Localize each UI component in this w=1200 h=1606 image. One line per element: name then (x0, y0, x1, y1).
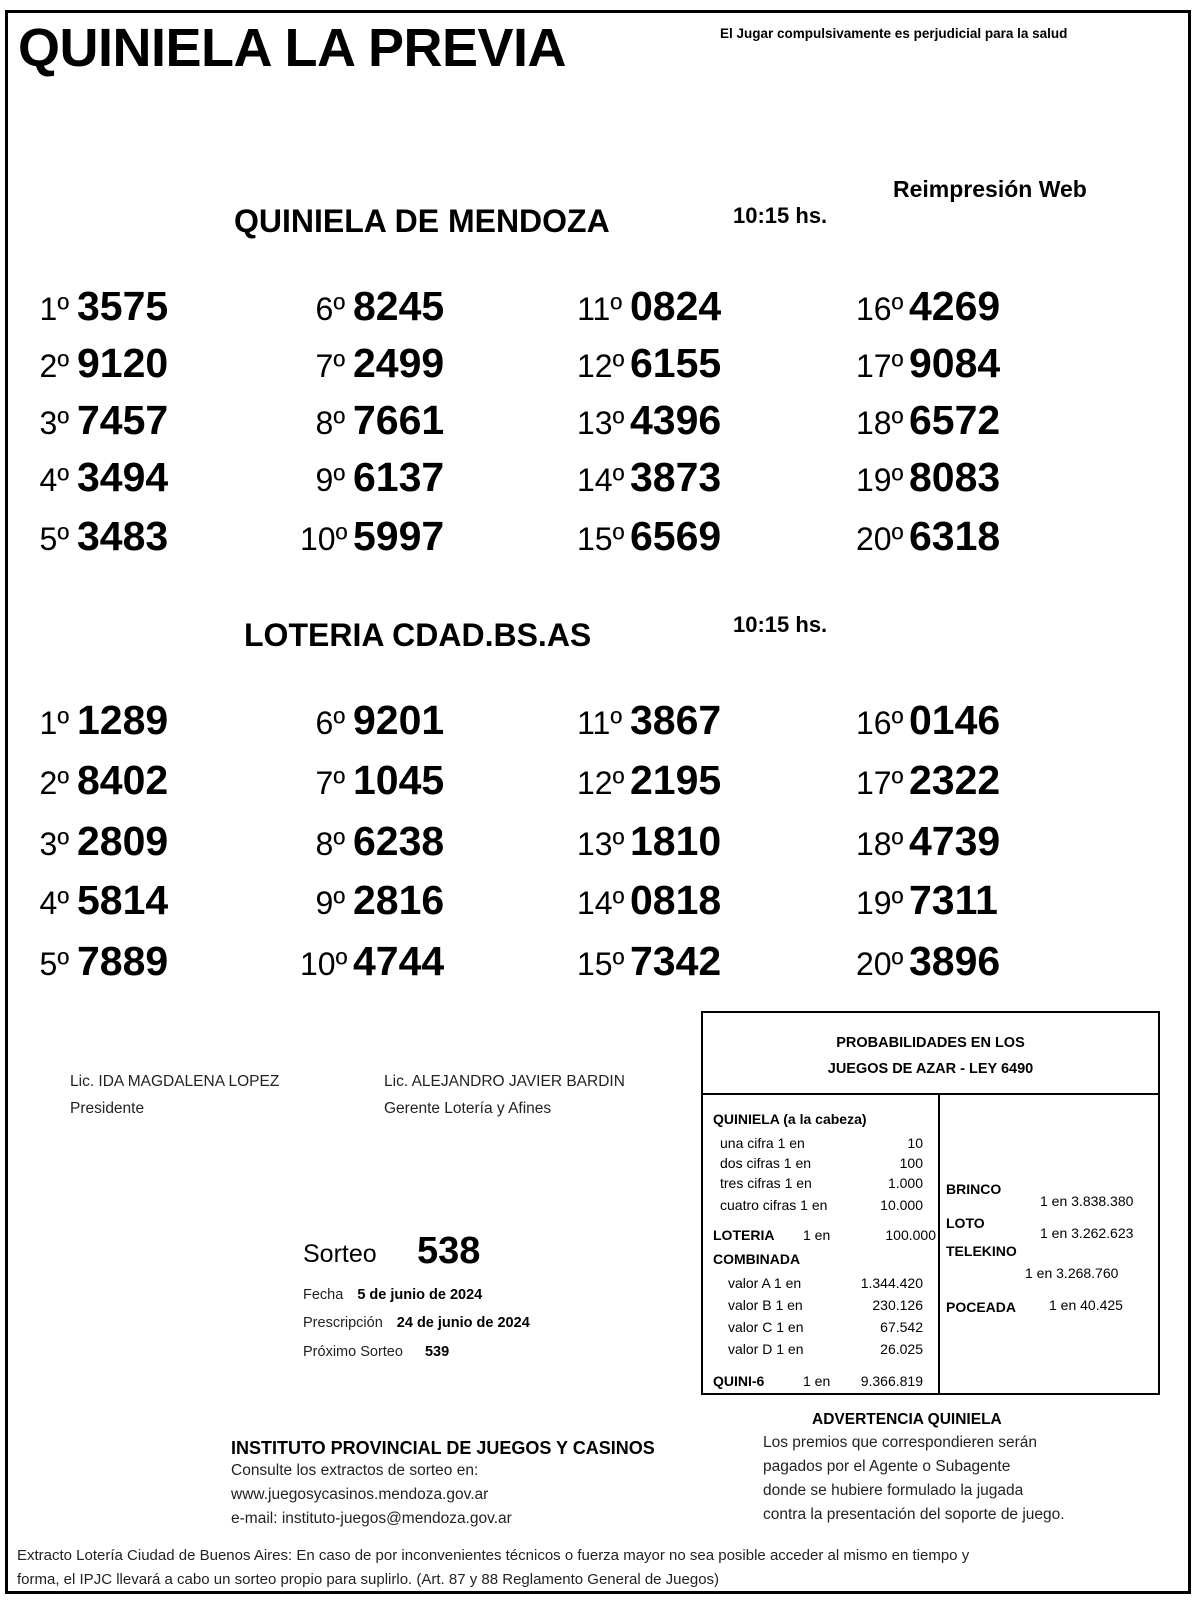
result-entry (300, 818, 530, 865)
result-position: 17º (856, 765, 904, 801)
result-number: 9201 (353, 697, 445, 743)
result-position: 18º (856, 826, 904, 862)
result-number: 7311 (909, 877, 998, 923)
result-number: 9084 (909, 340, 1001, 386)
result-number: 6137 (353, 454, 445, 500)
result-entry (856, 454, 1086, 501)
result-entry (24, 697, 254, 744)
result-entry (577, 757, 807, 804)
institute-name: INSTITUTO PROVINCIAL DE JUEGOS Y CASINOS (231, 1438, 655, 1458)
prob-row-value: 1.000 (887, 1175, 923, 1191)
prob-row-label: dos cifras 1 en (720, 1155, 812, 1171)
telekino-label: TELEKINO (946, 1243, 1017, 1259)
result-entry (856, 938, 1086, 985)
probabilities-box (701, 1011, 1160, 1395)
institute-consult: Consulte los extractos de sorteo en: (231, 1462, 479, 1479)
advertencia-title: ADVERTENCIA QUINIELA (812, 1411, 1002, 1428)
result-entry (300, 513, 530, 560)
prob-row-value: 10 (907, 1135, 923, 1151)
result-entry (856, 697, 1086, 744)
result-entry (300, 938, 530, 985)
result-number: 7889 (77, 938, 169, 984)
result-position: 13º (577, 826, 625, 862)
sorteo-number: 538 (417, 1230, 481, 1272)
result-entry (856, 513, 1086, 560)
result-position: 20º (856, 521, 904, 557)
result-entry (24, 513, 254, 560)
result-number: 3873 (630, 454, 722, 500)
result-entry (300, 283, 530, 330)
draw-prescription: Prescripción 24 de junio de 2024 (303, 1315, 530, 1331)
result-entry (856, 818, 1086, 865)
result-position: 14º (577, 885, 625, 921)
result-entry (577, 283, 807, 330)
prob-row-value: 230.126 (872, 1297, 923, 1313)
result-position: 11º (577, 705, 622, 741)
result-position: 12º (577, 348, 625, 384)
result-position: 15º (577, 521, 625, 557)
loteria-prob-label: LOTERIA (713, 1227, 775, 1243)
result-number: 2809 (77, 818, 169, 864)
result-entry (856, 397, 1086, 444)
result-position: 4º (39, 462, 69, 498)
result-number: 7342 (630, 938, 722, 984)
result-number: 5814 (77, 877, 169, 923)
result-entry (577, 938, 807, 985)
result-position: 8º (315, 826, 345, 862)
result-number: 4739 (909, 818, 1001, 864)
next-draw: Próximo Sorteo 539 (303, 1344, 450, 1360)
signatory-role: Gerente Lotería y Afines (384, 1100, 552, 1117)
result-entry (300, 340, 530, 387)
result-entry (300, 757, 530, 804)
prob-row-label: tres cifras 1 en (720, 1175, 812, 1191)
result-position: 5º (39, 521, 69, 557)
draw-date: Fecha 5 de junio de 2024 (303, 1287, 483, 1303)
result-position: 7º (315, 348, 345, 384)
result-entry (24, 877, 254, 924)
result-position: 1º (39, 291, 69, 327)
result-entry (24, 818, 254, 865)
advertencia-line: Los premios que correspondieren serán (763, 1434, 1037, 1451)
result-entry (577, 454, 807, 501)
result-number: 2322 (909, 757, 1001, 803)
result-entry (24, 454, 254, 501)
result-position: 4º (39, 885, 69, 921)
result-entry (24, 757, 254, 804)
result-number: 8245 (353, 283, 445, 329)
signatory-name: Lic. ALEJANDRO JAVIER BARDIN (384, 1073, 625, 1090)
result-position: 5º (39, 946, 69, 982)
result-number: 2499 (353, 340, 445, 386)
result-number: 6569 (630, 513, 722, 559)
result-number: 7457 (77, 397, 169, 443)
footer-line-1: Extracto Lotería Ciudad de Buenos Aires: En caso de por inconvenientes técnicos o fuerza mayor no sea posible acceder al mismo en tiempo y (17, 1547, 970, 1564)
result-position: 16º (856, 291, 904, 327)
result-position: 2º (39, 348, 69, 384)
result-position: 12º (577, 765, 625, 801)
prob-row-value: 67.542 (880, 1319, 923, 1335)
result-entry (300, 397, 530, 444)
result-entry (24, 340, 254, 387)
result-number: 1289 (77, 697, 169, 743)
result-position: 19º (856, 885, 904, 921)
result-number: 5997 (353, 513, 445, 559)
poceada-label: POCEADA (946, 1299, 1017, 1315)
advertencia-line: pagados por el Agente o Subagente (763, 1458, 1011, 1475)
result-number: 0146 (909, 697, 1001, 743)
prob-row-label: valor A 1 en (728, 1275, 802, 1291)
result-entry (577, 513, 807, 560)
result-entry (577, 340, 807, 387)
prob-row-label: cuatro cifras 1 en (720, 1197, 828, 1213)
result-position: 8º (315, 405, 345, 441)
loto-label: LOTO (946, 1215, 985, 1231)
brinco-label: BRINCO (946, 1181, 1002, 1197)
result-entry (577, 697, 807, 744)
reprint-label: Reimpresión Web (893, 176, 1087, 202)
result-entry (577, 397, 807, 444)
health-warning: El Jugar compulsivamente es perjudicial para la salud (720, 26, 1068, 41)
result-position: 18º (856, 405, 904, 441)
result-entry (577, 877, 807, 924)
result-number: 4269 (909, 283, 1001, 329)
result-number: 2195 (630, 757, 722, 803)
result-number: 3494 (77, 454, 169, 500)
result-position: 15º (577, 946, 625, 982)
prob-row-value: 10.000 (880, 1197, 923, 1213)
result-entry (856, 283, 1086, 330)
result-number: 4396 (630, 397, 722, 443)
page-title: QUINIELA LA PREVIA (18, 18, 567, 78)
signatory-name: Lic. IDA MAGDALENA LOPEZ (70, 1073, 280, 1090)
prob-row-label: una cifra 1 en (720, 1135, 805, 1151)
result-position: 9º (315, 885, 345, 921)
signatory-2 (384, 1068, 625, 1122)
advertencia-line: contra la presentación del soporte de juego. (763, 1506, 1065, 1523)
result-entry (300, 877, 530, 924)
bsas-title: LOTERIA CDAD.BS.AS (244, 617, 592, 653)
result-position: 6º (315, 291, 345, 327)
quini6-label: QUINI-6 (713, 1373, 765, 1389)
result-number: 7661 (353, 397, 445, 443)
quiniela-prob-title: QUINIELA (a la cabeza) (713, 1111, 867, 1127)
result-position: 11º (577, 291, 622, 327)
prob-row-label: valor D 1 en (728, 1341, 804, 1357)
result-position: 10º (300, 946, 348, 982)
brinco-value: 1 en 3.838.380 (1040, 1193, 1134, 1209)
result-number: 0824 (630, 283, 722, 329)
loto-value: 1 en 3.262.623 (1040, 1225, 1134, 1241)
loteria-prob-value: 100.000 (885, 1227, 936, 1243)
result-position: 17º (856, 348, 904, 384)
result-number: 3896 (909, 938, 1001, 984)
signatory-1 (70, 1068, 279, 1122)
result-number: 6238 (353, 818, 445, 864)
prob-row-value: 26.025 (880, 1341, 923, 1357)
result-number: 6318 (909, 513, 1001, 559)
result-number: 6572 (909, 397, 1001, 443)
result-entry (856, 340, 1086, 387)
result-number: 1045 (353, 757, 445, 803)
result-number: 9120 (77, 340, 169, 386)
telekino-value: 1 en 3.268.760 (1025, 1265, 1119, 1281)
result-number: 8402 (77, 757, 169, 803)
result-position: 3º (39, 826, 69, 862)
result-number: 6155 (630, 340, 722, 386)
institute-website[interactable]: www.juegosycasinos.mendoza.gov.ar (231, 1486, 489, 1503)
result-entry (300, 454, 530, 501)
result-position: 16º (856, 705, 904, 741)
probabilities-divider (938, 1095, 940, 1393)
footer-line-2: forma, el IPJC llevará a cabo un sorteo propio para suplirlo. (Art. 87 y 88 Reglamento General de Juegos) (17, 1571, 720, 1588)
result-number: 2816 (353, 877, 445, 923)
signatory-role: Presidente (70, 1100, 145, 1117)
result-position: 6º (315, 705, 345, 741)
result-position: 20º (856, 946, 904, 982)
result-position: 1º (39, 705, 69, 741)
result-position: 9º (315, 462, 345, 498)
probabilities-title: PROBABILIDADES EN LOS JUEGOS DE AZAR - LEY 6490 (703, 1013, 1158, 1095)
result-position: 2º (39, 765, 69, 801)
result-entry (24, 283, 254, 330)
result-number: 4744 (353, 938, 445, 984)
result-number: 3867 (630, 697, 722, 743)
bsas-time: 10:15 hs. (733, 612, 828, 637)
result-position: 3º (39, 405, 69, 441)
quini6-value: 9.366.819 (860, 1373, 923, 1389)
loteria-prob-en: 1 en (803, 1227, 831, 1243)
advertencia-line: donde se hubiere formulado la jugada (763, 1482, 1024, 1499)
combinada-title: COMBINADA (713, 1251, 801, 1267)
mendoza-title: QUINIELA DE MENDOZA (234, 203, 610, 239)
result-number: 8083 (909, 454, 1001, 500)
prob-row-value: 1.344.420 (860, 1275, 923, 1291)
result-position: 7º (315, 765, 345, 801)
institute-email[interactable]: e-mail: instituto-juegos@mendoza.gov.ar (231, 1510, 512, 1527)
result-position: 10º (300, 521, 348, 557)
result-number: 3483 (77, 513, 169, 559)
sorteo-label: Sorteo (303, 1240, 377, 1268)
result-position: 19º (856, 462, 904, 498)
result-position: 14º (577, 462, 625, 498)
result-position: 13º (577, 405, 625, 441)
result-entry (856, 757, 1086, 804)
result-entry (24, 397, 254, 444)
result-number: 1810 (630, 818, 722, 864)
prob-row-label: valor C 1 en (728, 1319, 804, 1335)
prob-row-label: valor B 1 en (728, 1297, 803, 1313)
result-number: 3575 (77, 283, 169, 329)
result-entry (24, 938, 254, 985)
mendoza-time: 10:15 hs. (733, 203, 828, 228)
quini6-en: 1 en (803, 1373, 831, 1389)
result-entry (856, 877, 1086, 924)
poceada-value: 1 en 40.425 (1049, 1297, 1123, 1313)
result-number: 0818 (630, 877, 722, 923)
result-entry (300, 697, 530, 744)
result-entry (577, 818, 807, 865)
prob-row-value: 100 (899, 1155, 923, 1171)
